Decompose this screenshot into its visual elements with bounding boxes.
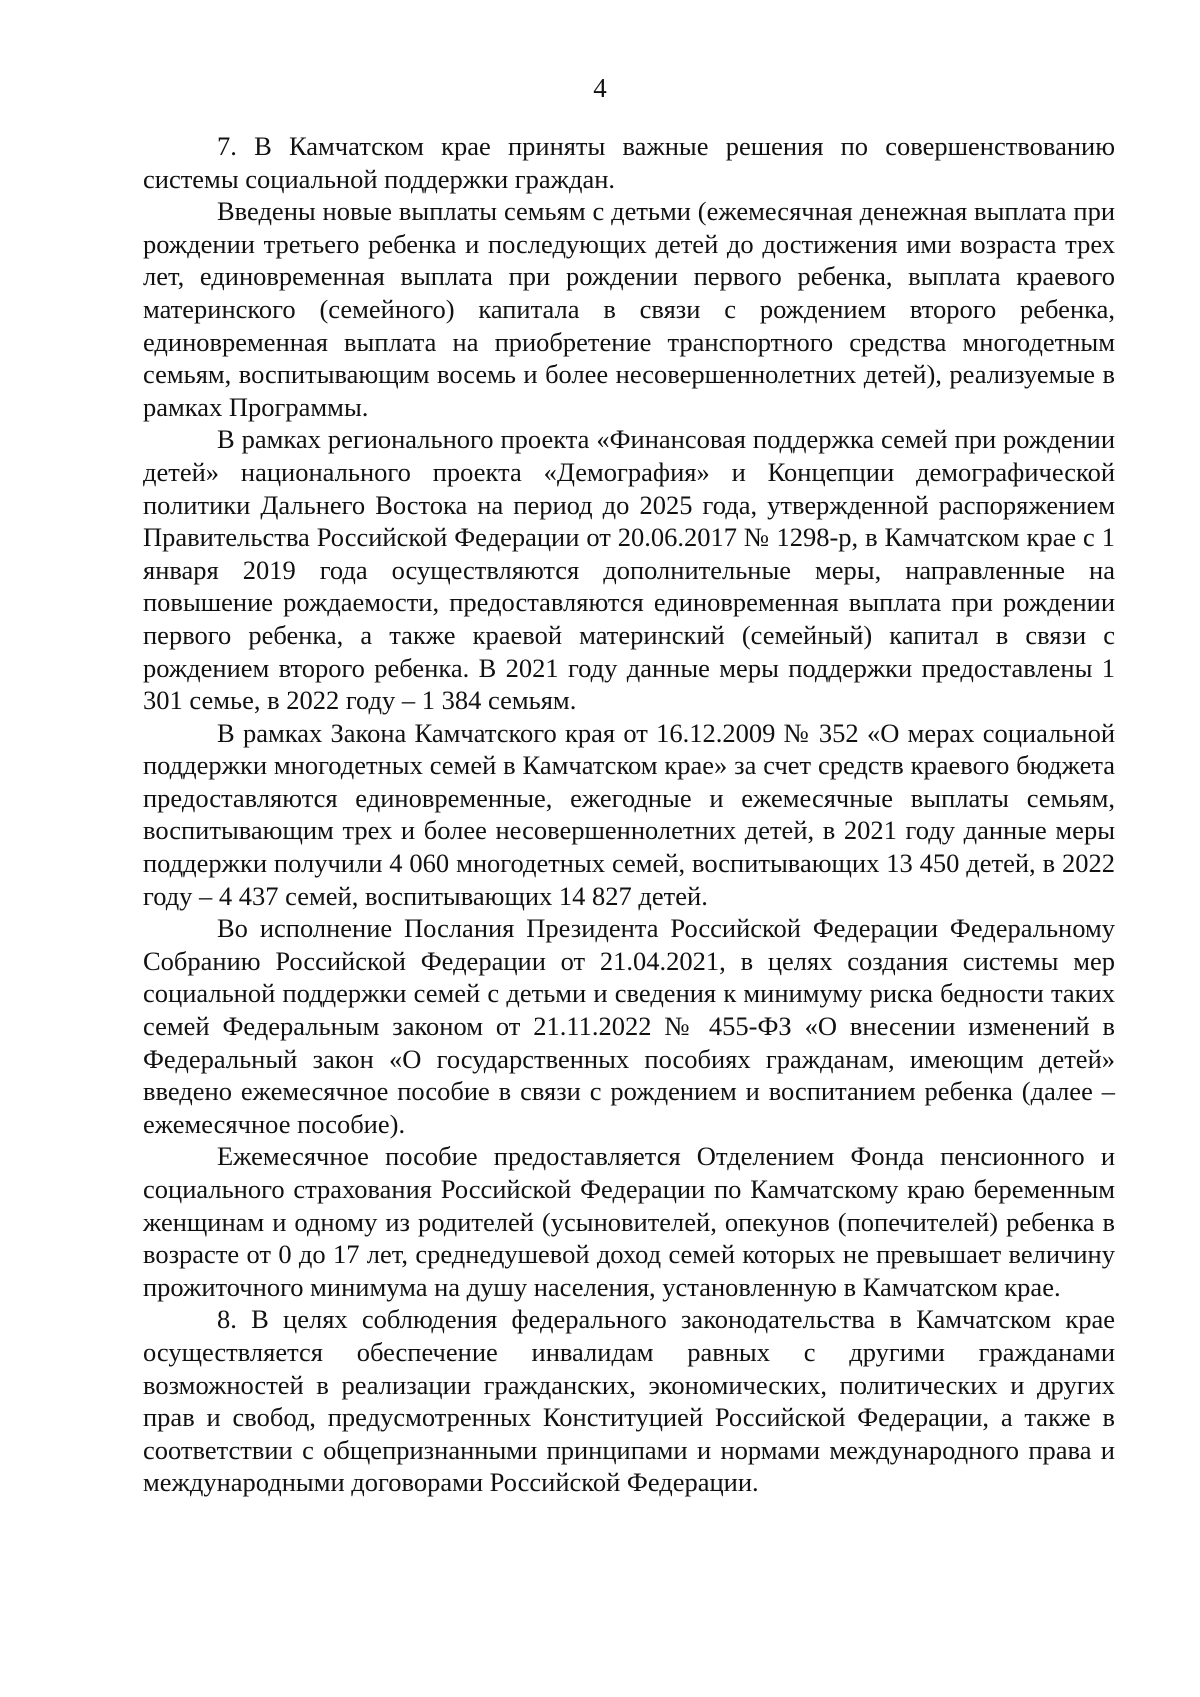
paragraph-regional-project: В рамках регионального проекта «Финансовая поддержка семей при рождении детей» национального проекта «Демография» и Концепции демографической политики Дальнего Востока на период до 2025 года, утвержденной распоряжением Правительства Российской Федерации от 20.06.2017 № 1298-р, в Камчатском крае с 1 января 2019 года осуществляются дополнительные меры, направленные на повышение рождаемости, предоставляются единовременная выплата при рождении первого ребенка, а также краевой материнский (семейный) капитал в связи с рождением второго ребенка. В 2021 году данные меры поддержки предоставлены 1 301 семье, в 2022 году – 1 384 семьям. [143, 424, 1115, 716]
paragraph-large-families-law: В рамках Закона Камчатского края от 16.12.2009 № 352 «О мерах социальной поддержки многодетных семей в Камчатском крае» за счет средств краевого бюджета предоставляются единовременные, ежегодные и ежемесячные выплаты семьям, воспитывающим трех и более несовершеннолетних детей, в 2021 году данные меры поддержки получили 4 060 многодетных семей, воспитывающих 13 450 детей, в 2022 году – 4 437 семей, воспитывающих 14 827 детей. [143, 717, 1115, 911]
page-number: 4 [593, 73, 607, 103]
paragraph-new-payments: Введены новые выплаты семьям с детьми (ежемесячная денежная выплата при рождении третьего ребенка и последующих детей до достижения ими возраста трех лет, единовременная выплата при рождении первого ребенка, выплата краевого материнского (семейного) капитала в связи с рождением второго ребенка, единовременная выплата на приобретение транспортного средства многодетным семьям, воспитывающим восемь и более несовершеннолетних детей), реализуемые в рамках Программы. [143, 196, 1115, 422]
paragraph-monthly-allowance: Ежемесячное пособие предоставляется Отделением Фонда пенсионного и социального страхования Российской Федерации по Камчатскому краю беременным женщинам и одному из родителей (усыновителей, опекунов (попечителей) ребенка в возрасте от 0 до 17 лет, среднедушевой доход семей которых не превышает величину прожиточного минимума на душу населения, установленную в Камчатском крае. [143, 1141, 1115, 1302]
paragraph-item-7-intro: 7. В Камчатском крае приняты важные решения по совершенствованию системы социальной поддержки граждан. [143, 131, 1115, 194]
document-body [143, 130, 1115, 1499]
paragraph-presidential-address: Во исполнение Послания Президента Российской Федерации Федеральному Собранию Российской Федерации от 21.04.2021, в целях создания системы мер социальной поддержки семей с детьми и сведения к минимуму риска бедности таких семей Федеральным законом от 21.11.2022 № 455-ФЗ «О внесении изменений в Федеральный закон «О государственных пособиях гражданам, имеющим детей» введено ежемесячное пособие в связи с рождением и воспитанием ребенка (далее – ежемесячное пособие). [143, 913, 1115, 1139]
paragraph-item-8-disability: 8. В целях соблюдения федерального законодательства в Камчатском крае осуществляется обеспечение инвалидам равных с другими гражданами возможностей в реализации гражданских, экономических, политических и других прав и свобод, предусмотренных Конституцией Российской Федерации, а также в соответствии с общепризнанными принципами и нормами международного права и международными договорами Российской Федерации. [143, 1304, 1115, 1498]
